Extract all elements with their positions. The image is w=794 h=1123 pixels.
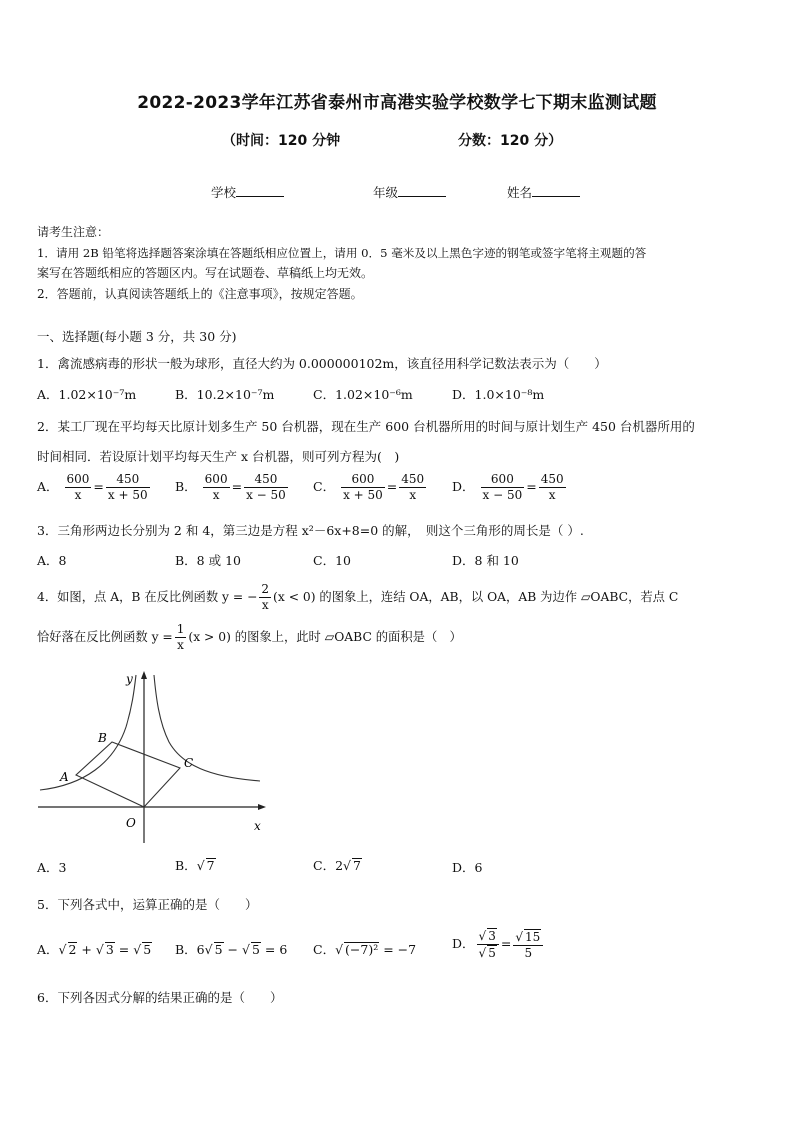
notice-line-2: 2．答题前，认真阅读答题纸上的《注意事项》，按规定答题。 bbox=[37, 287, 363, 301]
parallelogram-oabc bbox=[76, 742, 180, 807]
notice-line-1b: 案写在答题纸相应的答题区内。写在试题卷、草稿纸上均无效。 bbox=[37, 266, 374, 280]
school-blank bbox=[236, 184, 284, 197]
x-axis-arrow-icon bbox=[258, 804, 266, 810]
fraction: $\frac{450}{x - 50}$ bbox=[246, 472, 286, 502]
notice-line-1a: 1．请用 2B 铅笔将选择题答案涂填在答题纸相应位置上，请用 0．5 毫米及以上黑色字迹的钢笔或签字笔将主观题的答 bbox=[37, 246, 647, 260]
q4-option-b: B．√ 7 bbox=[175, 858, 215, 873]
q4-option-a: A．3 bbox=[37, 860, 67, 875]
y-axis-arrow-icon bbox=[141, 671, 147, 679]
grade-field bbox=[373, 183, 446, 201]
exam-score: 分数：120 分） bbox=[458, 133, 563, 149]
exam-time: （时间：120 分钟 bbox=[222, 133, 341, 149]
q5-option-a: A．√ 2 + √ 3 = √ 5 bbox=[37, 942, 152, 957]
question-5-stem: 5．下列各式中，运算正确的是（ ） bbox=[37, 897, 258, 912]
q2-option-a: A． $\frac{600}{x}$ = $\frac{450}{x + 50}$ bbox=[37, 472, 148, 502]
page-title: 2022-2023学年江苏省泰州市高港实验学校数学七下期末监测试题 bbox=[137, 93, 657, 113]
fraction: $\frac{2}{x}$ bbox=[261, 582, 270, 612]
q1-option-d: D．1.0×10⁻⁸m bbox=[452, 387, 545, 402]
school-label: 学校 bbox=[211, 185, 237, 200]
fraction: $\frac{600}{x}$ bbox=[204, 472, 228, 502]
q5-option-b: B．6√ 5 − √ 5 = 6 bbox=[175, 942, 288, 957]
q4-option-c: C．2√ 7 bbox=[313, 858, 361, 873]
question-4-stem-2: 恰好落在反比例函数 y = $\frac{1}{x}$ (x > 0) 的图象上，此时 ▱OABC 的面积是（ ） bbox=[37, 622, 462, 652]
q5-option-c: C．√ (−7)² = −7 bbox=[313, 942, 417, 957]
q2-option-d: D． $\frac{600}{x - 50}$ = $\frac{450}{x}$ bbox=[452, 472, 564, 502]
fraction: $\frac{1}{x}$ bbox=[176, 622, 185, 652]
curve-right bbox=[154, 675, 260, 781]
question-2-stem-2: 时间相同．若设原计划平均每天生产 x 台机器，则可列方程为( ) bbox=[37, 449, 400, 464]
grade-label: 年级 bbox=[373, 185, 399, 200]
q1-option-b: B．10.2×10⁻⁷m bbox=[175, 387, 275, 402]
q3-option-d: D．8 和 10 bbox=[452, 553, 519, 568]
q4-option-d: D．6 bbox=[452, 860, 483, 875]
fraction: $\frac{450}{x}$ bbox=[401, 472, 425, 502]
name-field bbox=[507, 183, 580, 201]
x-label: x bbox=[254, 819, 261, 833]
q3-option-c: C．10 bbox=[313, 553, 351, 568]
point-c-label: C bbox=[184, 756, 194, 770]
q2-option-c: C． $\frac{600}{x + 50}$ = $\frac{450}{x}$ bbox=[313, 472, 425, 502]
fraction: $\frac{√ 15}{5}$ bbox=[513, 929, 543, 961]
fraction: $\frac{600}{x + 50}$ bbox=[343, 472, 383, 502]
q2-option-b: B． $\frac{600}{x}$ = $\frac{450}{x - 50}$ bbox=[175, 472, 286, 502]
point-a-label: A bbox=[60, 770, 69, 784]
notice-heading: 请考生注意： bbox=[37, 225, 110, 239]
section-heading: 一、选择题(每小题 3 分，共 30 分) bbox=[37, 329, 237, 344]
name-label: 姓名 bbox=[507, 185, 533, 200]
q5-option-d: D． $\frac{√ 3}{√ 5}$ = $\frac{√ 15}{5}$ bbox=[452, 928, 545, 961]
name-blank bbox=[532, 184, 580, 197]
fraction: $\frac{√ 3}{√ 5}$ bbox=[477, 928, 499, 961]
point-b-label: B bbox=[98, 731, 107, 745]
q1-option-c: C．1.02×10⁻⁶m bbox=[313, 387, 413, 402]
question-1-stem: 1．禽流感病毒的形状一般为球形，直径大约为 0.000000102m，该直径用科学记数法表示为（ ） bbox=[37, 356, 607, 371]
q3-option-a: A．8 bbox=[37, 553, 67, 568]
q3-option-b: B．8 或 10 bbox=[175, 553, 241, 568]
y-label: y bbox=[126, 672, 133, 686]
fraction: $\frac{450}{x}$ bbox=[540, 472, 564, 502]
curve-left bbox=[40, 675, 136, 790]
question-4-stem-1: 4．如图，点 A，B 在反比例函数 y = − $\frac{2}{x}$ (x < 0) 的图象上，连结 OA，AB，以 OA，AB 为边作 ▱OABC，若点 C bbox=[37, 582, 679, 612]
fraction: $\frac{600}{x - 50}$ bbox=[482, 472, 523, 502]
q1-option-a: A．1.02×10⁻⁷m bbox=[37, 387, 137, 402]
fraction: $\frac{450}{x + 50}$ bbox=[107, 472, 148, 502]
grade-blank bbox=[398, 184, 446, 197]
school-field bbox=[211, 183, 284, 201]
question-3-stem: 3．三角形两边长分别为 2 和 4，第三边是方程 x²－6x+8=0 的解， 则这个三角形的周长是（ ）. bbox=[37, 523, 584, 538]
q4-figure bbox=[34, 667, 274, 847]
question-2-stem-1: 2．某工厂现在平均每天比原计划多生产 50 台机器，现在生产 600 台机器所用的时间与原计划生产 450 台机器所用的 bbox=[37, 419, 695, 434]
fraction: $\frac{600}{x}$ bbox=[66, 472, 90, 502]
question-6-stem: 6．下列各因式分解的结果正确的是（ ） bbox=[37, 990, 283, 1005]
origin-label: O bbox=[126, 816, 136, 830]
